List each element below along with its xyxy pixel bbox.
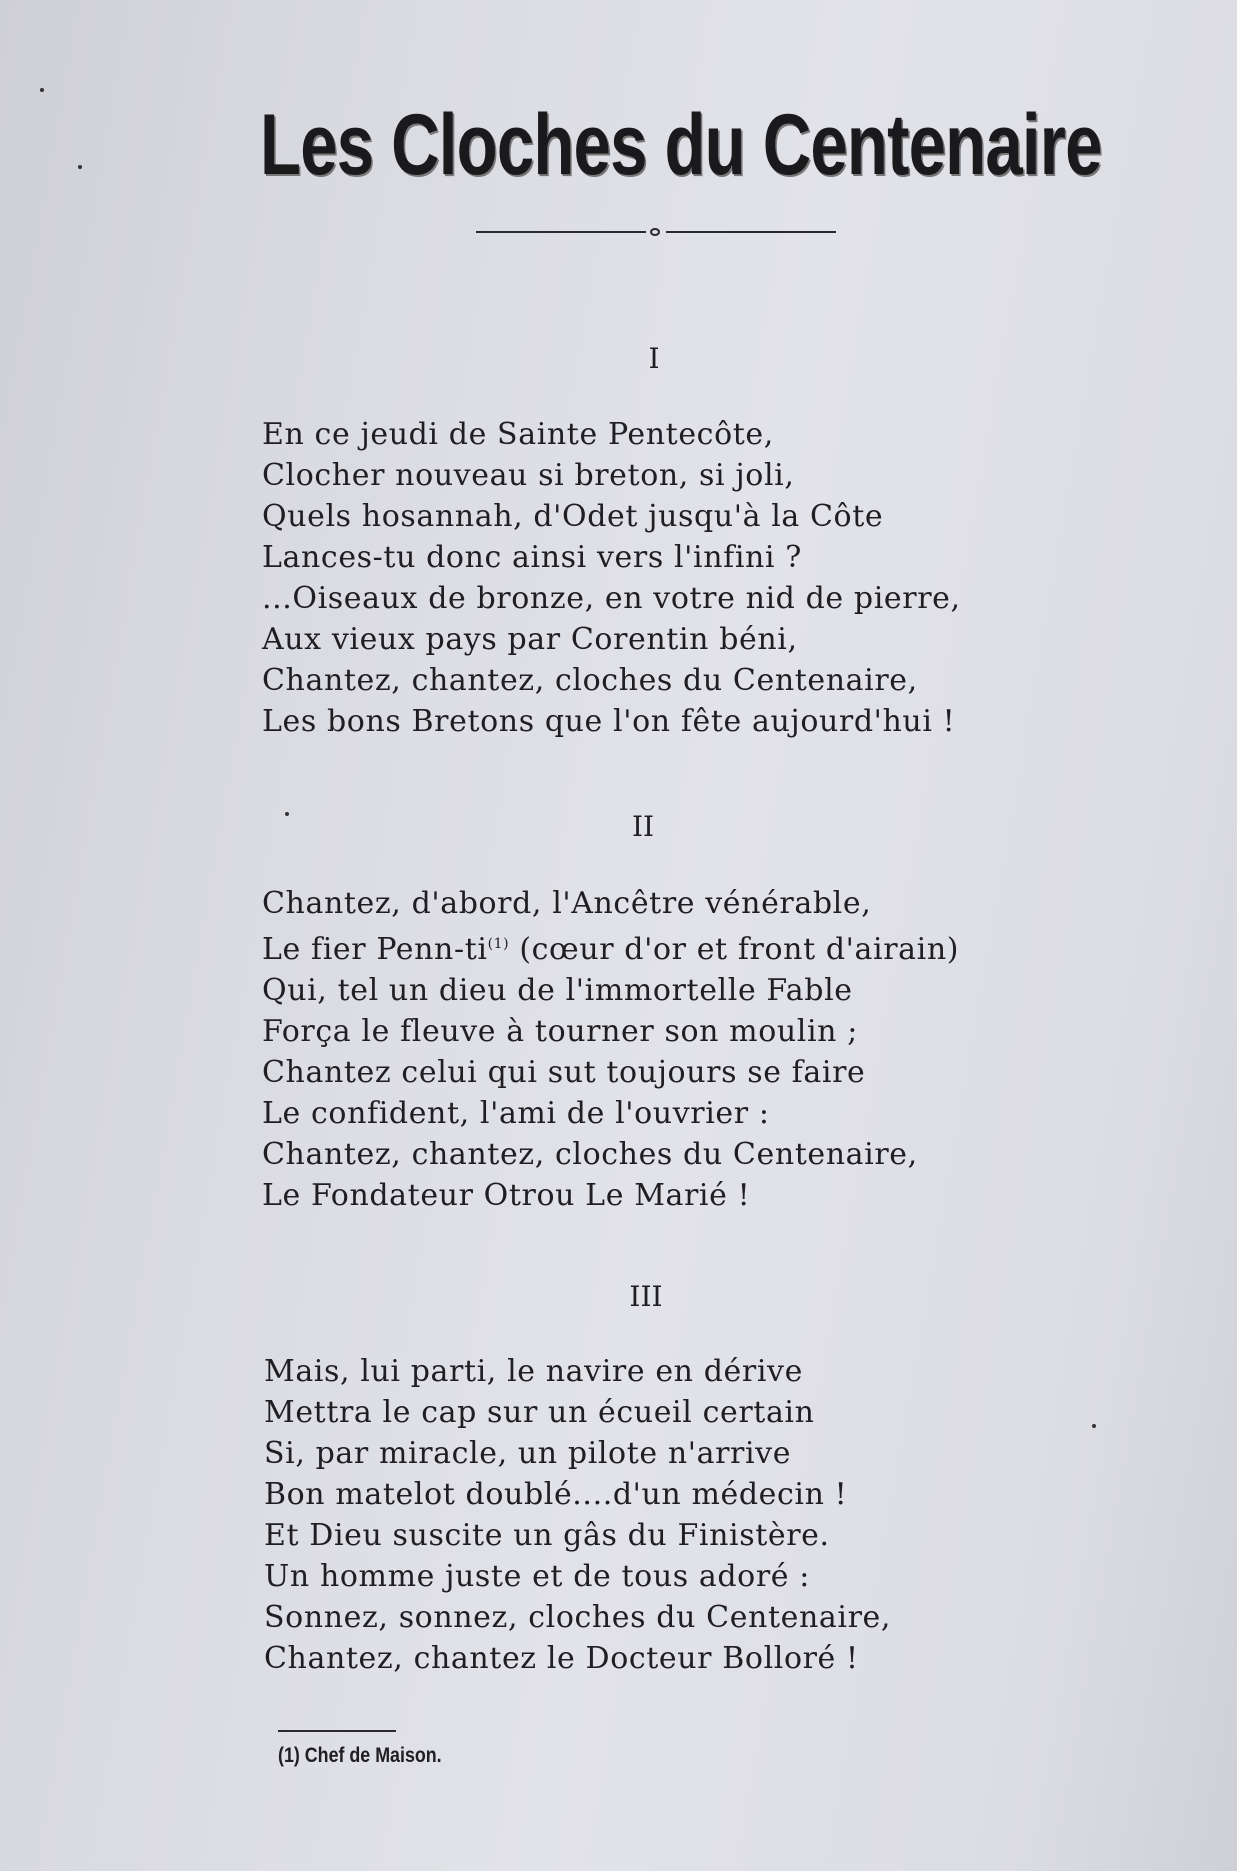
footnote: (1) Chef de Maison.	[278, 1744, 442, 1767]
verse-line	[262, 924, 959, 970]
verse-line: Et Dieu suscite un gâs du Finistère.	[264, 1518, 830, 1553]
stanza-3	[264, 1351, 891, 1679]
verse-line: Chantez, chantez, cloches du Centenaire,	[262, 663, 918, 698]
verse-line: Qui, tel un dieu de l'immortelle Fable	[262, 973, 853, 1008]
stanza-2	[262, 883, 959, 1216]
footnote-divider	[278, 1730, 396, 1732]
stanza-number-1: I	[648, 342, 660, 375]
verse-line: Chantez celui qui sut toujours se faire	[262, 1055, 866, 1090]
paper-speck	[40, 88, 44, 92]
title-ornament-divider	[476, 228, 836, 236]
verse-line-part: (cœur d'or et front d'airain)	[519, 932, 960, 967]
verse-line: Le confident, l'ami de l'ouvrier :	[262, 1096, 770, 1131]
paper-speck	[1092, 1424, 1096, 1428]
verse-line: Mettra le cap sur un écueil certain	[264, 1395, 815, 1430]
verse-line: Le Fondateur Otrou Le Marié !	[262, 1178, 751, 1213]
verse-line: En ce jeudi de Sainte Pentecôte,	[262, 417, 774, 452]
verse-line: Chantez, chantez le Docteur Bolloré !	[264, 1641, 859, 1676]
verse-line: Les bons Bretons que l'on fête aujourd'hui !	[262, 704, 956, 739]
paper-speck	[78, 165, 82, 169]
verse-line: Aux vieux pays par Corentin béni,	[262, 622, 798, 657]
verse-line: Força le fleuve à tourner son moulin ;	[262, 1014, 858, 1049]
verse-line: Chantez, d'abord, l'Ancêtre vénérable,	[262, 886, 872, 921]
stanza-number-2: II	[631, 810, 655, 843]
footnote-reference: (1)	[487, 936, 510, 952]
verse-line: Si, par miracle, un pilote n'arrive	[264, 1436, 792, 1471]
paper-speck	[285, 812, 289, 816]
verse-line: Mais, lui parti, le navire en dérive	[264, 1354, 803, 1389]
verse-line: Chantez, chantez, cloches du Centenaire,	[262, 1137, 918, 1172]
verse-line: Lances-tu donc ainsi vers l'infini ?	[262, 540, 802, 575]
verse-line: ...Oiseaux de bronze, en votre nid de pierre,	[262, 581, 961, 616]
stanza-1	[262, 414, 961, 742]
stanza-number-3: III	[629, 1280, 663, 1313]
verse-line: Un homme juste et de tous adoré :	[264, 1559, 810, 1594]
verse-line-part: Le fier Penn-ti	[262, 932, 488, 967]
verse-line: Clocher nouveau si breton, si joli,	[262, 458, 795, 493]
verse-line: Sonnez, sonnez, cloches du Centenaire,	[264, 1600, 892, 1635]
page-title: Les Cloches du Centenaire	[260, 97, 1102, 193]
verse-line: Bon matelot doublé....d'un médecin !	[264, 1477, 848, 1512]
verse-line: Quels hosannah, d'Odet jusqu'à la Côte	[262, 499, 884, 534]
